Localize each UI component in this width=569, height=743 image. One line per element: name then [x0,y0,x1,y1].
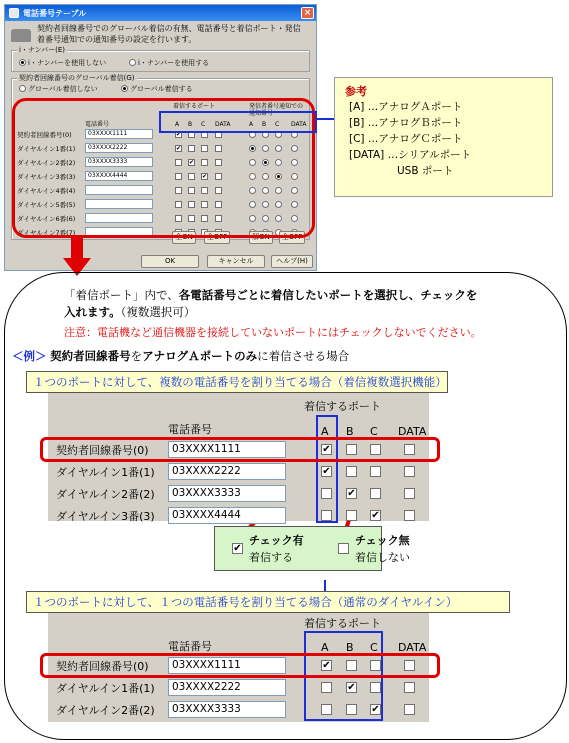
example2-row-label: ダイヤルイン2番(2) [56,704,155,717]
dialog-row-label: ダイヤルイン6番(6) [17,215,76,223]
dialog-notify-port-a: A [249,121,254,128]
example1-ports-header: 着信するポート [304,400,381,413]
example1-port-checkbox[interactable] [346,510,357,521]
example1-port-data-header: DATA [398,425,427,438]
legend-checked-desc: 着信する [249,551,293,564]
legend-checked-box: ✔ [233,543,242,554]
release-on-button[interactable]: 解ON [249,231,273,244]
dialog-port-checkbox[interactable]: ✔ [176,131,182,138]
dialog-port-checkbox[interactable]: ✔ [202,173,208,180]
dialog-incoming-port-b: B [188,121,193,128]
reference-line-b: [B] …アナログＢポート [349,117,463,129]
example2-phone-header: 電話番号 [168,640,212,653]
ok-button[interactable]: OK [141,255,199,268]
dialog-phone-field[interactable]: 03XXXX2222 [85,143,153,153]
dialog-row-label: ダイヤルイン3番(3) [17,173,76,181]
global-group-label: 契約者回線番号のグローバル着信(G) [19,74,135,82]
instruction-line-1: 「着信ポート」内で、各電話番号ごとに着信したいポートを選択し、チェックを [64,288,478,302]
dialog-row-label: ダイヤルイン2番(2) [17,159,76,167]
example2-port-checkbox[interactable]: ✔ [371,704,380,715]
inumber-group-label: i・ナンバー(E) [19,46,65,54]
dialog-notify-port-c: C [275,121,280,128]
dialog-row-label: ダイヤルイン4番(4) [17,187,76,195]
legend-unchecked-desc: 着信しない [355,551,410,564]
example1-port-a-header: A [321,425,329,438]
reference-line-data: [DATA] …シリアルポート [349,149,472,161]
example1-port-checkbox[interactable]: ✔ [347,488,356,499]
example1-phone-field[interactable]: 03XXXX2222 [168,463,286,480]
help-button[interactable]: ヘルプ(H) [271,255,313,268]
example1-port-checkbox[interactable]: ✔ [322,444,331,455]
inumber-on-radio[interactable]: i・ナンバーを使用する [129,58,209,68]
global-off-radio[interactable]: グローバル着信しない [19,84,98,94]
example1-row-highlight [40,437,440,462]
example2-port-checkbox[interactable]: ✔ [322,660,331,671]
example1-port-b-header: B [346,425,354,438]
cancel-button[interactable]: キャンセル [207,255,265,268]
example1-row-label: ダイヤルイン2番(2) [56,488,155,501]
dialog-description: 契約者回線番号でのグローバル着信の有無、電話番号と着信ポート・発信着番号通知での通知番号の設定を行います。 [37,24,301,44]
instruction-line-2: 入れます。（複数選択可） [64,305,196,319]
example2-row-label: 契約者回線番号(0) [56,660,149,673]
example1-phone-field[interactable]: 03XXXX3333 [168,485,286,502]
example-heading: ＜例＞ 契約者回線番号をアナログＡポートのみに着信させる場合 [12,349,350,363]
example2-banner: １つのポートに対して、１つの電話番号を割り当てる場合（通常のダイヤルイン） [26,591,510,613]
all-off-button-1[interactable]: 全OFF [204,231,230,244]
close-icon[interactable]: × [301,7,314,19]
dialog-incoming-port-data: DATA [215,121,231,128]
reference-line-usb: USB ポート [397,165,454,177]
example2-ports-header: 着信するポート [304,617,381,630]
inumber-off-radio[interactable]: i・ナンバーを使用しない [19,58,106,68]
example1-phone-field[interactable]: 03XXXX4444 [168,507,286,524]
dialog-port-checkbox[interactable]: ✔ [189,159,195,166]
example1-port-a-highlight [316,415,338,523]
dialog-row-label: 契約者回線番号(0) [17,131,72,139]
example1-port-checkbox[interactable] [404,510,415,521]
example1-row-label: ダイヤルイン1番(1) [56,466,155,479]
example1-port-checkbox[interactable] [404,488,415,499]
dialog-phone-field[interactable]: 03XXXX1111 [85,129,153,139]
example2-port-a-header: A [321,641,329,654]
example1-port-checkbox[interactable] [404,466,415,477]
example1-port-checkbox[interactable]: ✔ [371,510,380,521]
dialog-port-checkbox[interactable]: ✔ [176,145,182,152]
dialog-row-label: ダイヤルイン7番(7) [17,229,76,237]
example1-row-label: ダイヤルイン3番(3) [56,510,155,523]
example1-port-checkbox[interactable]: ✔ [322,466,331,477]
dialog-title: 電話番号テーブル [23,9,87,18]
example2-row-label: ダイヤルイン1番(1) [56,682,155,695]
col-phone-header: 電話番号 [85,121,110,128]
example2-port-c-header: C [370,641,378,654]
global-on-radio[interactable]: グローバル着信する [121,84,193,94]
dialog-row-label: ダイヤルイン5番(5) [17,201,76,209]
example2-port-data-header: DATA [398,641,427,654]
example1-port-checkbox[interactable] [346,466,357,477]
col-incoming-header: 着信するポート [173,103,216,110]
example1-banner: １つのポートに対して、複数の電話番号を割り当てる場合（着信複数選択機能） [26,371,448,393]
example1-port-checkbox[interactable] [370,466,381,477]
example2-phone-field[interactable]: 03XXXX3333 [168,701,286,718]
example1-port-checkbox[interactable] [370,488,381,499]
example2-port-checkbox[interactable] [404,704,415,715]
example1-phone-header: 電話番号 [168,423,212,436]
reference-line-a: [A] …アナログＡポート [349,101,463,113]
dialog-notify-port-data: DATA [291,121,307,128]
example1-row-label: 契約者回線番号(0) [56,444,149,457]
example2-port-checkbox[interactable]: ✔ [347,682,356,693]
example1-phone-field[interactable]: 03XXXX1111 [168,441,286,458]
example2-port-checkbox[interactable] [404,682,415,693]
reference-line-c: [C] …アナログＣポート [349,133,463,145]
legend-unchecked-title: チェック無 [355,534,410,547]
example2-row-highlight [40,653,440,678]
example1-port-c-header: C [370,425,378,438]
dialog-incoming-port-a: A [175,121,180,128]
instruction-note: 注意：電話機など通信機器を接続していないポートにはチェックしないでください。 [64,326,482,339]
example2-port-b-header: B [346,641,354,654]
legend-unchecked-box [338,543,349,554]
dialog-incoming-port-c: C [201,121,206,128]
dialog-phone-field[interactable]: 03XXXX4444 [85,171,153,181]
col-notify-header: 発信者番号通知での [249,103,304,110]
dialog-phone-field[interactable]: 03XXXX3333 [85,157,153,167]
reference-title: 参考 [345,85,367,98]
all-on-button-1[interactable]: 全ON [172,231,196,244]
col-notify-header2: 通知番号 [249,110,274,117]
example2-phone-field[interactable]: 03XXXX2222 [168,679,286,696]
all-off-button-2[interactable]: 全OFF [279,231,305,244]
dialog-row-label: ダイヤルイン1番(1) [17,145,76,153]
legend-checked-title: チェック有 [249,534,304,547]
example2-phone-field[interactable]: 03XXXX1111 [168,657,286,674]
dialog-notify-port-b: B [262,121,267,128]
check-legend [214,526,410,571]
